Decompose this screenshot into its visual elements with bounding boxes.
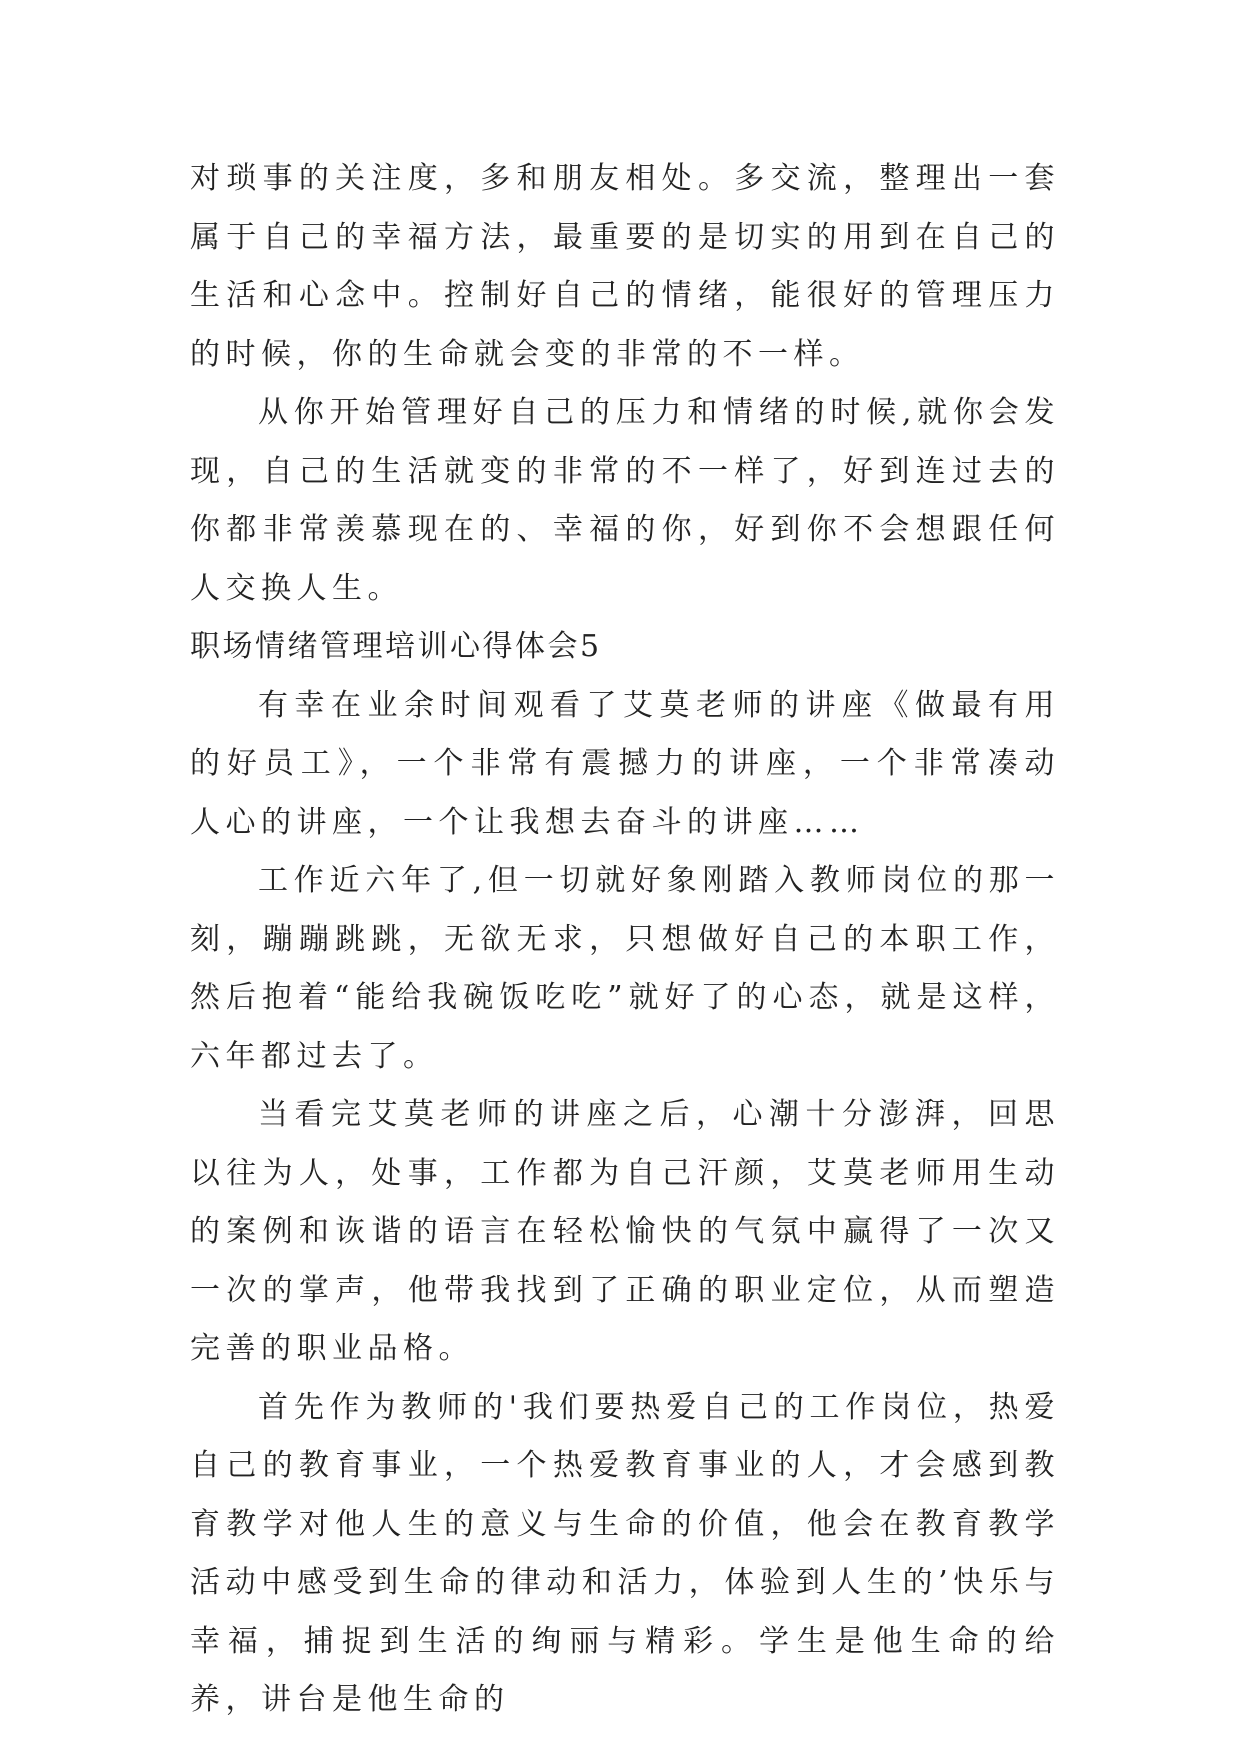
paragraph-6: 首先作为教师的'我们要热爱自己的工作岗位，热爱自己的教育事业，一个热爱教育事业的人，才会感到教育教学对他人生的意义与生命的价值，他会在教育教学活动中感受到生命的律动和活力，体验到人生的’快乐与幸福，捕捉到生活的绚丽与精彩。学生是他生命的给养，讲台是他生命的	[190, 1389, 1060, 1717]
section-heading: 职场情绪管理培训心得体会5	[190, 629, 602, 664]
paragraph-5: 当看完艾莫老师的讲座之后，心潮十分澎湃，回思以往为人，处事，工作都为自己汗颜，艾莫老师用生动的案例和诙谐的语言在轻松愉快的气氛中赢得了一次又一次的掌声，他带我找到了正确的职业定位，从而塑造完善的职业品格。	[190, 1097, 1060, 1366]
document-page	[190, 150, 1060, 1730]
paragraph-1: 对琐事的关注度，多和朋友相处。多交流，整理出一套属于自己的幸福方法，最重要的是切实的用到在自己的生活和心念中。控制好自己的情绪，能很好的管理压力的时候，你的生命就会变的非常的不一样。	[190, 161, 1060, 372]
paragraph-2: 从你开始管理好自己的压力和情绪的时候,就你会发现，自己的生活就变的非常的不一样了，好到连过去的你都非常羡慕现在的、幸福的你，好到你不会想跟任何人交换人生。	[190, 395, 1060, 606]
paragraph-4: 工作近六年了,但一切就好象刚踏入教师岗位的那一刻，蹦蹦跳跳，无欲无求，只想做好自己的本职工作，然后抱着“能给我碗饭吃吃”就好了的心态，就是这样，六年都过去了。	[190, 863, 1060, 1074]
paragraph-3: 有幸在业余时间观看了艾莫老师的讲座《做最有用的好员工》，一个非常有震撼力的讲座，一个非常凑动人心的讲座，一个让我想去奋斗的讲座……	[190, 687, 1060, 840]
